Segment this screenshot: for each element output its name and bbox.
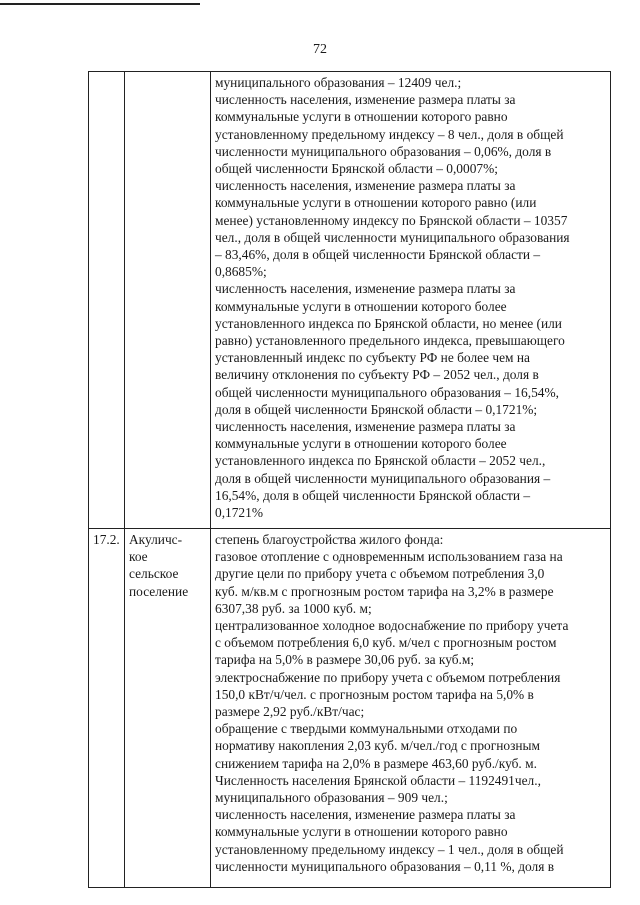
text-line: общей численности муниципального образования – 16,54%,	[215, 384, 559, 400]
table-row	[89, 72, 611, 529]
text-line: другие цели по прибору учета с объемом потребления 3,0	[215, 566, 545, 582]
text-line: куб. м/кв.м с прогнозным ростом тарифа на 3,2% в размере	[215, 583, 554, 599]
text-line: коммунальные услуги в отношении которого равно (или	[215, 195, 537, 211]
text-line: установленному предельному индексу – 1 чел., доля в общей	[215, 841, 564, 857]
text-line: численность населения, изменение размера платы за	[215, 281, 516, 297]
text-line: 0,8685%;	[215, 264, 267, 280]
settlement-name-line: кое	[129, 549, 148, 565]
text-line: 150,0 кВт/ч/чел. с прогнозным ростом тарифа на 5,0% в	[215, 686, 534, 702]
text-line: снижением тарифа на 2,0% в размере 463,60 руб./куб. м.	[215, 755, 537, 771]
text-line: доля в общей численности Брянской области – 0,1721%;	[215, 401, 538, 417]
text-line: доля в общей численности муниципального образования –	[215, 470, 551, 486]
text-line: численность населения, изменение размера платы за	[215, 807, 516, 823]
text-line: муниципального образования – 12409 чел.;	[215, 75, 462, 90]
text-line: установленного индекса по Брянской области, но менее (или	[215, 315, 562, 331]
text-line: установленного индекса по Брянской области – 2052 чел.,	[215, 453, 546, 469]
text-line: нормативу накопления 2,03 куб. м/чел./год с прогнозным	[215, 738, 541, 754]
text-line: 6307,38 руб. за 1000 куб. м;	[215, 600, 372, 616]
text-line: общей численности Брянской области – 0,0007%;	[215, 161, 498, 177]
row-number-cell	[89, 72, 125, 529]
text-line: численности муниципального образования – 0,11 %, доля в	[215, 858, 555, 874]
text-line: газовое отопление с одновременным использованием газа на	[215, 549, 563, 565]
description-cell	[211, 72, 611, 529]
text-line: тарифа на 5,0% в размере 30,06 руб. за куб.м;	[215, 652, 475, 668]
page-number: 72	[313, 42, 327, 57]
text-line: численности муниципального образования – 0,06%, доля в	[215, 143, 552, 159]
settlement-name-line: Акуличс-	[129, 532, 183, 547]
text-line: 0,1721%	[215, 505, 263, 521]
settlement-name-cell	[125, 529, 211, 888]
text-line: величину отклонения по субъекту РФ – 2052 чел., доля в	[215, 367, 539, 383]
text-line: чел., доля в общей численности муниципального образования	[215, 229, 570, 245]
text-line: равно) установленного предельного индекса, превышающего	[215, 333, 565, 349]
text-line: обращение с твердыми коммунальными отходами по	[215, 721, 518, 737]
text-line: с объемом потребления 6,0 куб. м/чел с прогнозным ростом	[215, 635, 557, 651]
row-number-cell: 17.2.	[89, 529, 125, 888]
description-cell	[211, 529, 611, 888]
scan-edge-line	[0, 3, 200, 5]
text-line: численность населения, изменение размера платы за	[215, 419, 516, 435]
text-line: централизованное холодное водоснабжение по прибору учета	[215, 618, 569, 634]
text-line: коммунальные услуги в отношении которого равно	[215, 824, 508, 840]
document-table	[88, 71, 611, 888]
settlement-name-line: сельское	[129, 566, 179, 582]
settlement-name-cell	[125, 72, 211, 529]
text-line: установленному предельному индексу – 8 чел., доля в общей	[215, 126, 564, 142]
text-line: 16,54%, доля в общей численности Брянской области –	[215, 487, 531, 503]
text-line: численность населения, изменение размера платы за	[215, 92, 516, 108]
text-line: размере 2,92 руб./кВт/час;	[215, 704, 365, 720]
text-line: коммунальные услуги в отношении которого более	[215, 436, 507, 452]
text-line: коммунальные услуги в отношении которого равно	[215, 109, 508, 125]
text-line: установленный индекс по субъекту РФ не более чем на	[215, 350, 530, 366]
text-line: коммунальные услуги в отношении которого более	[215, 298, 507, 314]
text-line: электроснабжение по прибору учета с объемом потребления	[215, 669, 561, 685]
text-line: Численность населения Брянской области – 1192491чел.,	[215, 772, 541, 788]
table-row	[89, 529, 611, 888]
text-line: менее) установленному индексу по Брянской области – 10357	[215, 212, 568, 228]
text-line: – 83,46%, доля в общей численности Брянской области –	[215, 247, 541, 263]
text-line: численность населения, изменение размера платы за	[215, 178, 516, 194]
settlement-name-line: поселение	[129, 583, 189, 599]
text-line: степень благоустройства жилого фонда:	[215, 532, 444, 547]
text-line: муниципального образования – 909 чел.;	[215, 790, 448, 806]
